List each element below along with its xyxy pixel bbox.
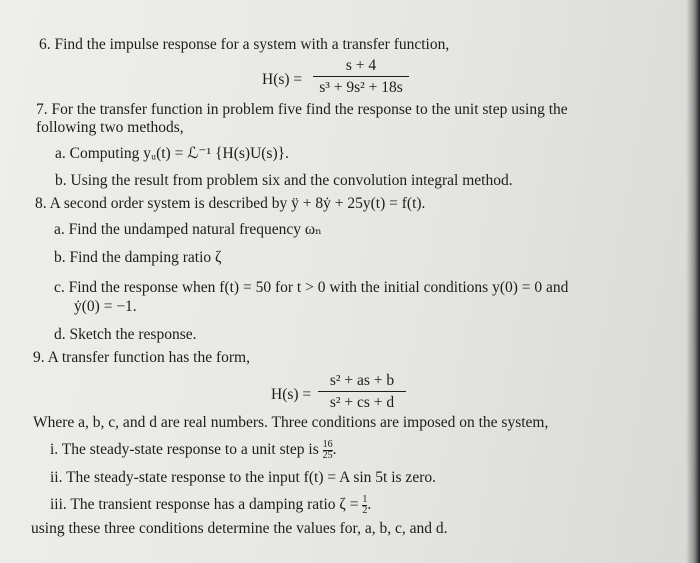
problem-8-part-d: d. Sketch the response. xyxy=(54,326,197,343)
problem-7-part-b: b. Using the result from problem six and the convolution integral method. xyxy=(55,172,513,189)
problem-9-condition-i xyxy=(50,440,337,461)
page-edge-shadow xyxy=(686,0,700,563)
problem-9-condition-ii: ii. The steady-state response to the input f(t) = A sin 5t is zero. xyxy=(50,469,436,486)
problem-8-part-c-line2: ẏ(0) = −1. xyxy=(74,298,137,315)
problem-8-part-a: a. Find the undamped natural frequency ωₙ xyxy=(54,221,322,238)
condition-i-end: . xyxy=(332,441,337,459)
problem-7-part-a: a. Computing yᵤ(t) = ℒ⁻¹ {H(s)U(s)}. xyxy=(55,145,289,162)
problem-8-statement: A second order system is described by ÿ + 8ẏ + 25y(t) = f(t). xyxy=(49,195,426,212)
fraction-bar xyxy=(318,391,406,392)
problem-9-lhs: H(s) = xyxy=(271,386,312,403)
problem-6-text xyxy=(39,36,449,54)
condition-i-fraction xyxy=(323,440,333,461)
fraction-bar xyxy=(313,76,409,77)
condition-iii-text: iii. The transient response has a damping ratio ζ = xyxy=(50,496,359,514)
problem-7-statement: For the transfer function in problem five find the response to the unit step using the xyxy=(51,101,568,118)
problem-8-number: 8. xyxy=(35,195,47,212)
condition-iii-numerator: 1 xyxy=(362,494,368,505)
condition-i-denominator: 25 xyxy=(322,450,333,461)
condition-iii-end: . xyxy=(367,496,372,514)
problem-8-part-b: b. Find the damping ratio ζ xyxy=(54,249,222,266)
problem-9-condition-iii xyxy=(50,495,371,516)
problem-8-part-c-line1: c. Find the response when f(t) = 50 for t > 0 with the initial conditions y(0) = 0 and xyxy=(54,279,569,296)
problem-9-numerator: s² + as + b xyxy=(329,372,395,389)
problem-6-fraction xyxy=(313,57,409,97)
problem-6-numerator: s + 4 xyxy=(345,57,377,74)
problem-9-closing: using these three conditions determine the values for, a, b, c, and d. xyxy=(31,520,448,537)
problem-9-denominator: s² + cs + d xyxy=(329,394,395,411)
problem-6-lhs: H(s) = xyxy=(262,71,303,88)
problem-7-line1 xyxy=(36,101,568,119)
condition-iii-denominator: 2 xyxy=(362,505,368,516)
condition-i-text: i. The steady-state response to a unit step is xyxy=(50,441,319,459)
problem-8-text xyxy=(35,195,425,213)
problem-9-number: 9. xyxy=(33,349,45,366)
problem-9-text xyxy=(33,349,250,367)
problem-6-denominator: s³ + 9s² + 18s xyxy=(319,79,403,96)
condition-i-numerator: 16 xyxy=(322,439,333,450)
problem-7-line2: following two methods, xyxy=(36,119,184,136)
problem-9-statement: A transfer function has the form, xyxy=(47,349,250,366)
problem-6-number: 6. xyxy=(39,36,51,53)
problem-6-statement: Find the impulse response for a system with a transfer function, xyxy=(54,36,450,53)
problem-7-number: 7. xyxy=(36,101,48,118)
problem-9-where: Where a, b, c, and d are real numbers. Three conditions are imposed on the system, xyxy=(33,414,549,431)
problem-9-fraction xyxy=(318,372,406,412)
